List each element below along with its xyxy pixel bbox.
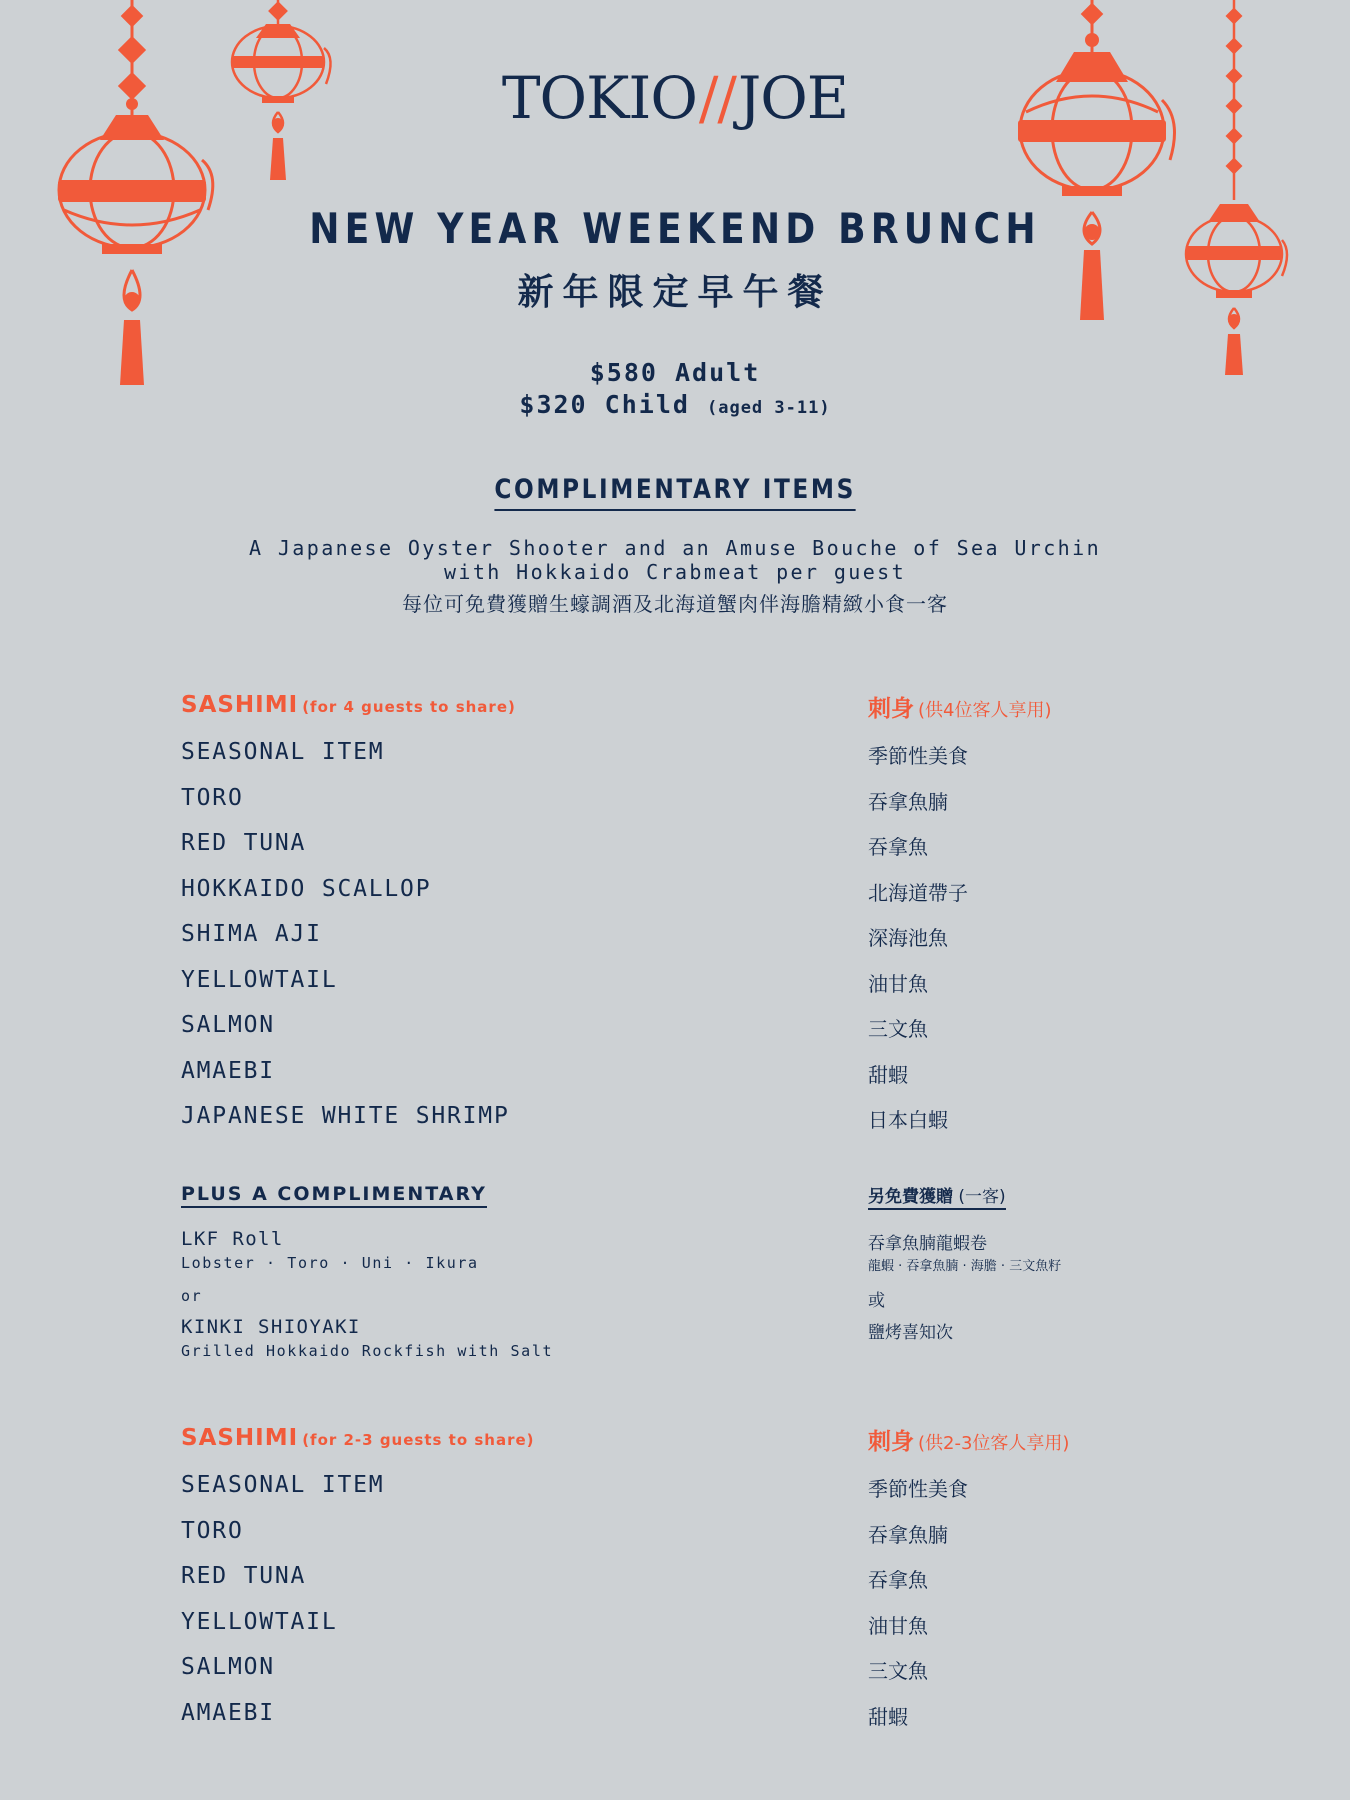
option-name: LKF Roll xyxy=(181,1228,284,1250)
menu-item-cn: 甜蝦 xyxy=(868,1063,908,1087)
complimentary-heading xyxy=(0,474,1350,511)
section-subtitle: (for 4 guests to share) xyxy=(302,698,516,716)
menu-item-cn: 深海池魚 xyxy=(868,926,948,950)
complimentary-line-cn: 每位可免費獲贈生蠔調酒及北海道蟹肉伴海膽精緻小食一客 xyxy=(402,592,948,616)
lantern-icon xyxy=(52,0,222,395)
menu-item: TORO xyxy=(181,785,244,811)
section-subtitle-cn: (供2-3位客人享用) xyxy=(918,1433,1070,1454)
logo-right: JOE xyxy=(737,64,849,132)
section-heading-sashimi-4-cn xyxy=(868,690,1052,723)
section-title-cn: 刺身 xyxy=(868,1429,914,1455)
menu-item-cn: 油甘魚 xyxy=(868,1614,928,1638)
menu-item: AMAEBI xyxy=(181,1700,275,1726)
menu-item: HOKKAIDO SCALLOP xyxy=(181,876,432,902)
menu-item: YELLOWTAIL xyxy=(181,1609,338,1635)
section-heading-sashimi-4 xyxy=(181,692,516,718)
menu-item-cn: 北海道帶子 xyxy=(868,881,968,905)
menu-item-cn: 日本白蝦 xyxy=(868,1108,948,1132)
option-name-cn: 吞拿魚腩龍蝦卷 xyxy=(868,1234,987,1254)
section-title: SASHIMI xyxy=(181,1425,299,1451)
menu-item-cn: 季節性美食 xyxy=(868,744,968,768)
complimentary-line-2: with Hokkaido Crabmeat per guest xyxy=(443,560,907,584)
menu-item-cn: 油甘魚 xyxy=(868,972,928,996)
lantern-icon xyxy=(1180,0,1290,380)
option-desc: Grilled Hokkaido Rockfish with Salt xyxy=(181,1342,554,1360)
plus-heading-cn-bold: 另免費獲贈 xyxy=(868,1187,953,1207)
menu-item-cn: 三文魚 xyxy=(868,1659,928,1683)
logo-slash: // xyxy=(698,64,736,132)
page-title: NEW YEAR WEEKEND BRUNCH xyxy=(309,204,1041,253)
brand-logo xyxy=(0,64,1350,132)
option-or: or xyxy=(181,1287,203,1305)
price-child-note: (aged 3-11) xyxy=(706,398,831,418)
section-heading-sashimi-23 xyxy=(181,1425,535,1451)
menu-item: TORO xyxy=(181,1518,244,1544)
menu-item-cn: 季節性美食 xyxy=(868,1477,968,1501)
option-or-cn: 或 xyxy=(868,1291,885,1311)
section-title: SASHIMI xyxy=(181,692,299,718)
option-name: KINKI SHIOYAKI xyxy=(181,1316,361,1338)
menu-item-cn: 吞拿魚腩 xyxy=(868,790,948,814)
section-heading-sashimi-23-cn xyxy=(868,1423,1069,1456)
plus-complimentary-heading-cn xyxy=(868,1182,1006,1210)
complimentary-heading-text: COMPLIMENTARY ITEMS xyxy=(494,474,855,511)
menu-item: RED TUNA xyxy=(181,830,307,856)
price-child-label: $320 Child xyxy=(519,390,690,419)
menu-item: SALMON xyxy=(181,1654,275,1680)
complimentary-line-1: A Japanese Oyster Shooter and an Amuse Bouche of Sea Urchin xyxy=(248,536,1102,560)
option-desc: Lobster · Toro · Uni · Ikura xyxy=(181,1254,479,1272)
menu-item-cn: 吞拿魚腩 xyxy=(868,1523,948,1547)
option-name-cn: 鹽烤喜知次 xyxy=(868,1323,953,1343)
logo-left: TOKIO xyxy=(501,64,697,132)
price-adult: $580 Adult xyxy=(589,358,761,387)
menu-item: RED TUNA xyxy=(181,1563,307,1589)
menu-item: YELLOWTAIL xyxy=(181,967,338,993)
menu-item-cn: 三文魚 xyxy=(868,1017,928,1041)
section-subtitle: (for 2-3 guests to share) xyxy=(302,1431,535,1449)
menu-item-cn: 甜蝦 xyxy=(868,1705,908,1729)
page-title-cn: 新年限定早午餐 xyxy=(517,272,833,313)
price-child xyxy=(0,390,1350,419)
menu-item: SALMON xyxy=(181,1012,275,1038)
plus-complimentary-heading: PLUS A COMPLIMENTARY xyxy=(181,1183,487,1208)
menu-item: SEASONAL ITEM xyxy=(181,1472,385,1498)
menu-item: SEASONAL ITEM xyxy=(181,739,385,765)
plus-heading-cn-note: (一客) xyxy=(958,1187,1006,1207)
menu-item: JAPANESE WHITE SHRIMP xyxy=(181,1103,510,1129)
menu-item: SHIMA AJI xyxy=(181,921,322,947)
menu-item-cn: 吞拿魚 xyxy=(868,835,928,859)
menu-item: AMAEBI xyxy=(181,1058,275,1084)
section-title-cn: 刺身 xyxy=(868,696,914,722)
option-desc-cn: 龍蝦 · 吞拿魚腩 · 海膽 · 三文魚籽 xyxy=(868,1259,1062,1274)
section-subtitle-cn: (供4位客人享用) xyxy=(918,700,1052,721)
menu-item-cn: 吞拿魚 xyxy=(868,1568,928,1592)
